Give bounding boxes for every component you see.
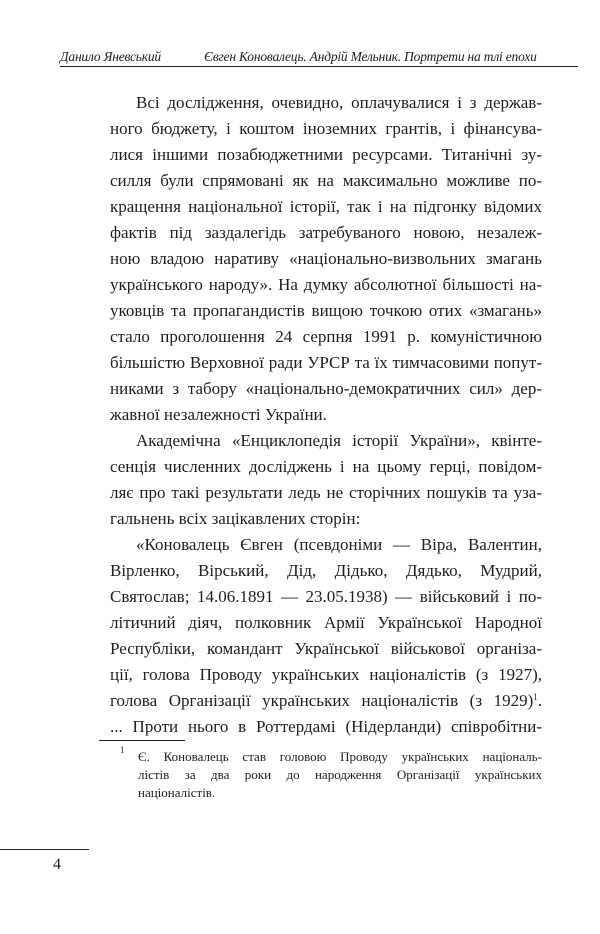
text-line: ції, голова Проводу українських націоналістів (з 1927), xyxy=(110,665,542,684)
text-line: ... Проти нього в Роттердамі (Нідерланди) співробітни- xyxy=(110,717,542,736)
text-line: ною владою наративу «національно-визвольних змагань xyxy=(110,249,542,268)
text-line-content: голова Організації українських націоналістів (з 1929) xyxy=(110,691,534,710)
text-line: лися іншими позабюджетними ресурсами. Титанічні зу- xyxy=(110,145,542,164)
text-line: силля були спрямовані як на максимально можливе по- xyxy=(110,171,542,190)
body-text xyxy=(110,90,542,740)
text-line: українського народу». На думку абсолютної більшості на- xyxy=(110,275,542,294)
text-line: никами з табору «національно-демократичних сил» дер- xyxy=(110,379,542,398)
header-rule xyxy=(60,66,578,67)
footnote-line: Є. Коновалець став головою Проводу українських національ- xyxy=(138,749,542,764)
text-line: жавної незалежності України. xyxy=(110,405,327,424)
footnote xyxy=(138,748,542,802)
text-line: сенція численних досліджень і на цьому герці, повідом- xyxy=(110,457,542,476)
text-line: Вірленко, Вірський, Дід, Дідько, Дядько, Мудрий, xyxy=(110,561,542,580)
text-line: «Коновалець Євген (псевдоніми — Віра, Валентин, xyxy=(136,535,542,554)
text-line: гальнень всіх зацікавлених сторін: xyxy=(110,509,361,528)
footnote-line: лістів за два роки до народження Організації українських xyxy=(138,767,542,782)
footnote-rule xyxy=(99,740,185,741)
running-header-title: Євген Коновалець. Андрій Мельник. Портрети на тлі епохи xyxy=(204,49,537,64)
text-line: Святослав; 14.06.1891 — 23.05.1938) — військовий і по- xyxy=(110,587,542,606)
page-number-rule xyxy=(0,849,89,850)
text-line: уковців та пропагандистів вищою точкою отих «змагань» xyxy=(110,301,542,320)
page-number: 4 xyxy=(53,856,61,873)
text-line: Всі дослідження, очевидно, оплачувалися і з держав- xyxy=(136,93,542,112)
text-line: стало проголошення 24 серпня 1991 р. комуністичною xyxy=(110,327,542,346)
text-line: літичний діяч, полковник Армії Української Народної xyxy=(110,613,542,632)
text-line-with-footnote: голова Організації українських націоналістів (з 1929)$^1$. xyxy=(110,691,542,710)
text-line: більшістю Верховної ради УРСР та їх тимчасовими попут- xyxy=(110,353,542,372)
running-header-author: Данило Яневський xyxy=(60,49,161,64)
text-line: Республіки, командант Української військової організа- xyxy=(110,639,542,658)
text-line: фактів під заздалегідь затребуваного новою, незалеж- xyxy=(110,223,542,242)
footnote-mark: 1 xyxy=(120,745,125,755)
text-line: ного бюджету, і коштом іноземних грантів, і фінансува- xyxy=(110,119,542,138)
footnote-line: націоналістів. xyxy=(138,785,216,800)
footnote-reference[interactable]: 1 xyxy=(533,692,538,702)
text-line: кращення національної історії, так і на підгонку відомих xyxy=(110,197,542,216)
text-line: Академічна «Енциклопедія історії України», квінте- xyxy=(136,431,542,450)
text-line: ляє про такі результати ледь не сторічних пошуків та уза- xyxy=(110,483,542,502)
